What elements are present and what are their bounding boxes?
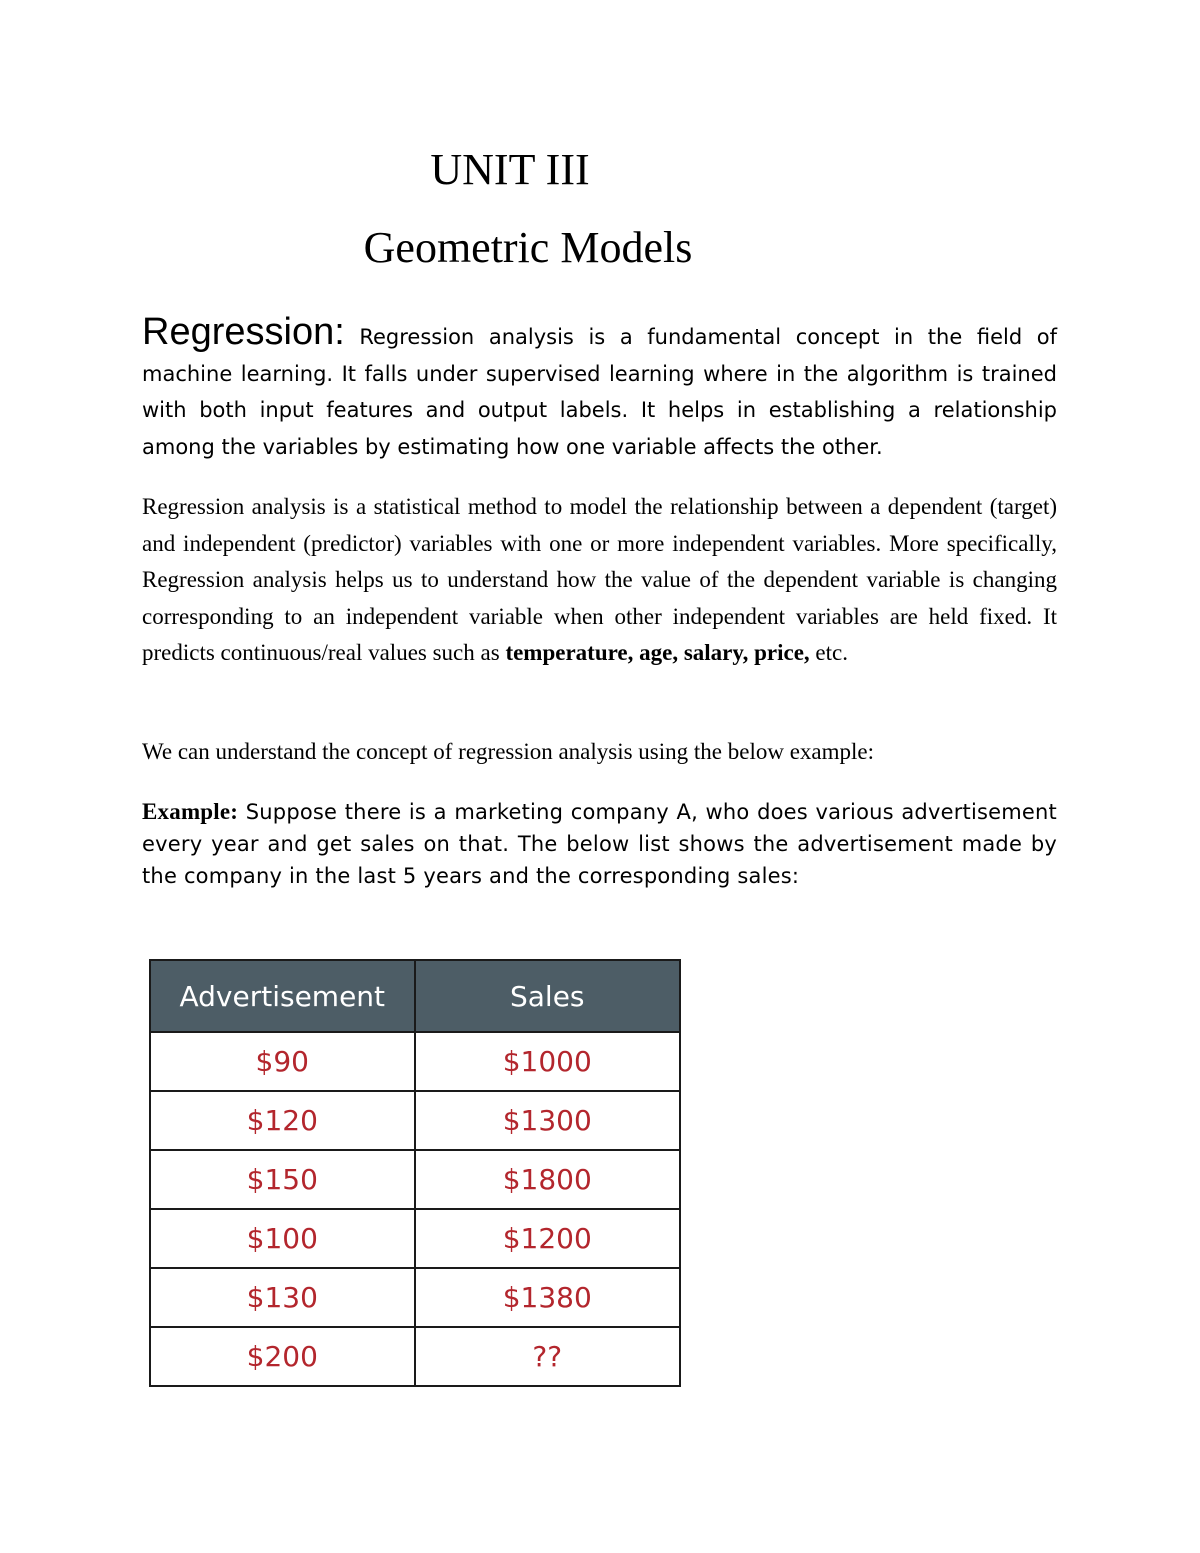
table-row: [150, 1032, 680, 1091]
regression-definition-tail: etc.: [809, 640, 848, 665]
chapter-title: Geometric Models: [363, 223, 693, 272]
example-paragraph: [142, 796, 1057, 892]
unit-title: UNIT III: [430, 145, 590, 194]
table-row: [150, 1268, 680, 1327]
sales-cell: $1200: [415, 1209, 680, 1268]
regression-intro-text: Regression analysis is a fundamental concept in the field of machine learning. It falls under supervised learning where in the algorithm is trained with both input features and output labels. It helps in establishing a relationship among the variables by estimating how one variable affects the other.: [142, 325, 1057, 459]
advertisement-cell: $90: [150, 1032, 415, 1091]
advertisement-cell: $130: [150, 1268, 415, 1327]
table-row: [150, 1091, 680, 1150]
table-header-row: [150, 960, 680, 1032]
regression-intro-paragraph: [142, 311, 1057, 465]
sales-cell: $1380: [415, 1268, 680, 1327]
example-label: Example:: [142, 799, 239, 824]
advertisement-cell: $200: [150, 1327, 415, 1386]
advertisement-cell: $150: [150, 1150, 415, 1209]
table-row: [150, 1209, 680, 1268]
table-row: [150, 1327, 680, 1386]
advertisement-cell: $120: [150, 1091, 415, 1150]
example-text: Suppose there is a marketing company A, who does various advertisement every year and get sales on that. The below list shows the advertisement made by the company in the last 5 years and the corresponding sales:: [142, 800, 1057, 888]
regression-heading: Regression:: [142, 311, 345, 353]
sales-cell: $1000: [415, 1032, 680, 1091]
example-intro-paragraph: We can understand the concept of regression analysis using the below example:: [142, 739, 875, 764]
sales-cell: $1800: [415, 1150, 680, 1209]
header-sales: Sales: [415, 960, 680, 1032]
sales-cell: ??: [415, 1327, 680, 1386]
header-advertisement: Advertisement: [150, 960, 415, 1032]
sales-cell: $1300: [415, 1091, 680, 1150]
table-row: [150, 1150, 680, 1209]
advertisement-sales-table: [149, 959, 681, 1387]
regression-definition-text: Regression analysis is a statistical method to model the relationship between a dependent (target) and independent (predictor) variables with one or more independent variables. More specifically, Regression analysis helps us to understand how the value of the dependent variable is changing corresponding to an independent variable when other independent variables are held fixed. It predicts continuous/real values such as: [142, 494, 1057, 665]
regression-examples-bold: temperature, age, salary, price,: [505, 640, 810, 665]
regression-definition-paragraph: [142, 489, 1057, 672]
advertisement-cell: $100: [150, 1209, 415, 1268]
